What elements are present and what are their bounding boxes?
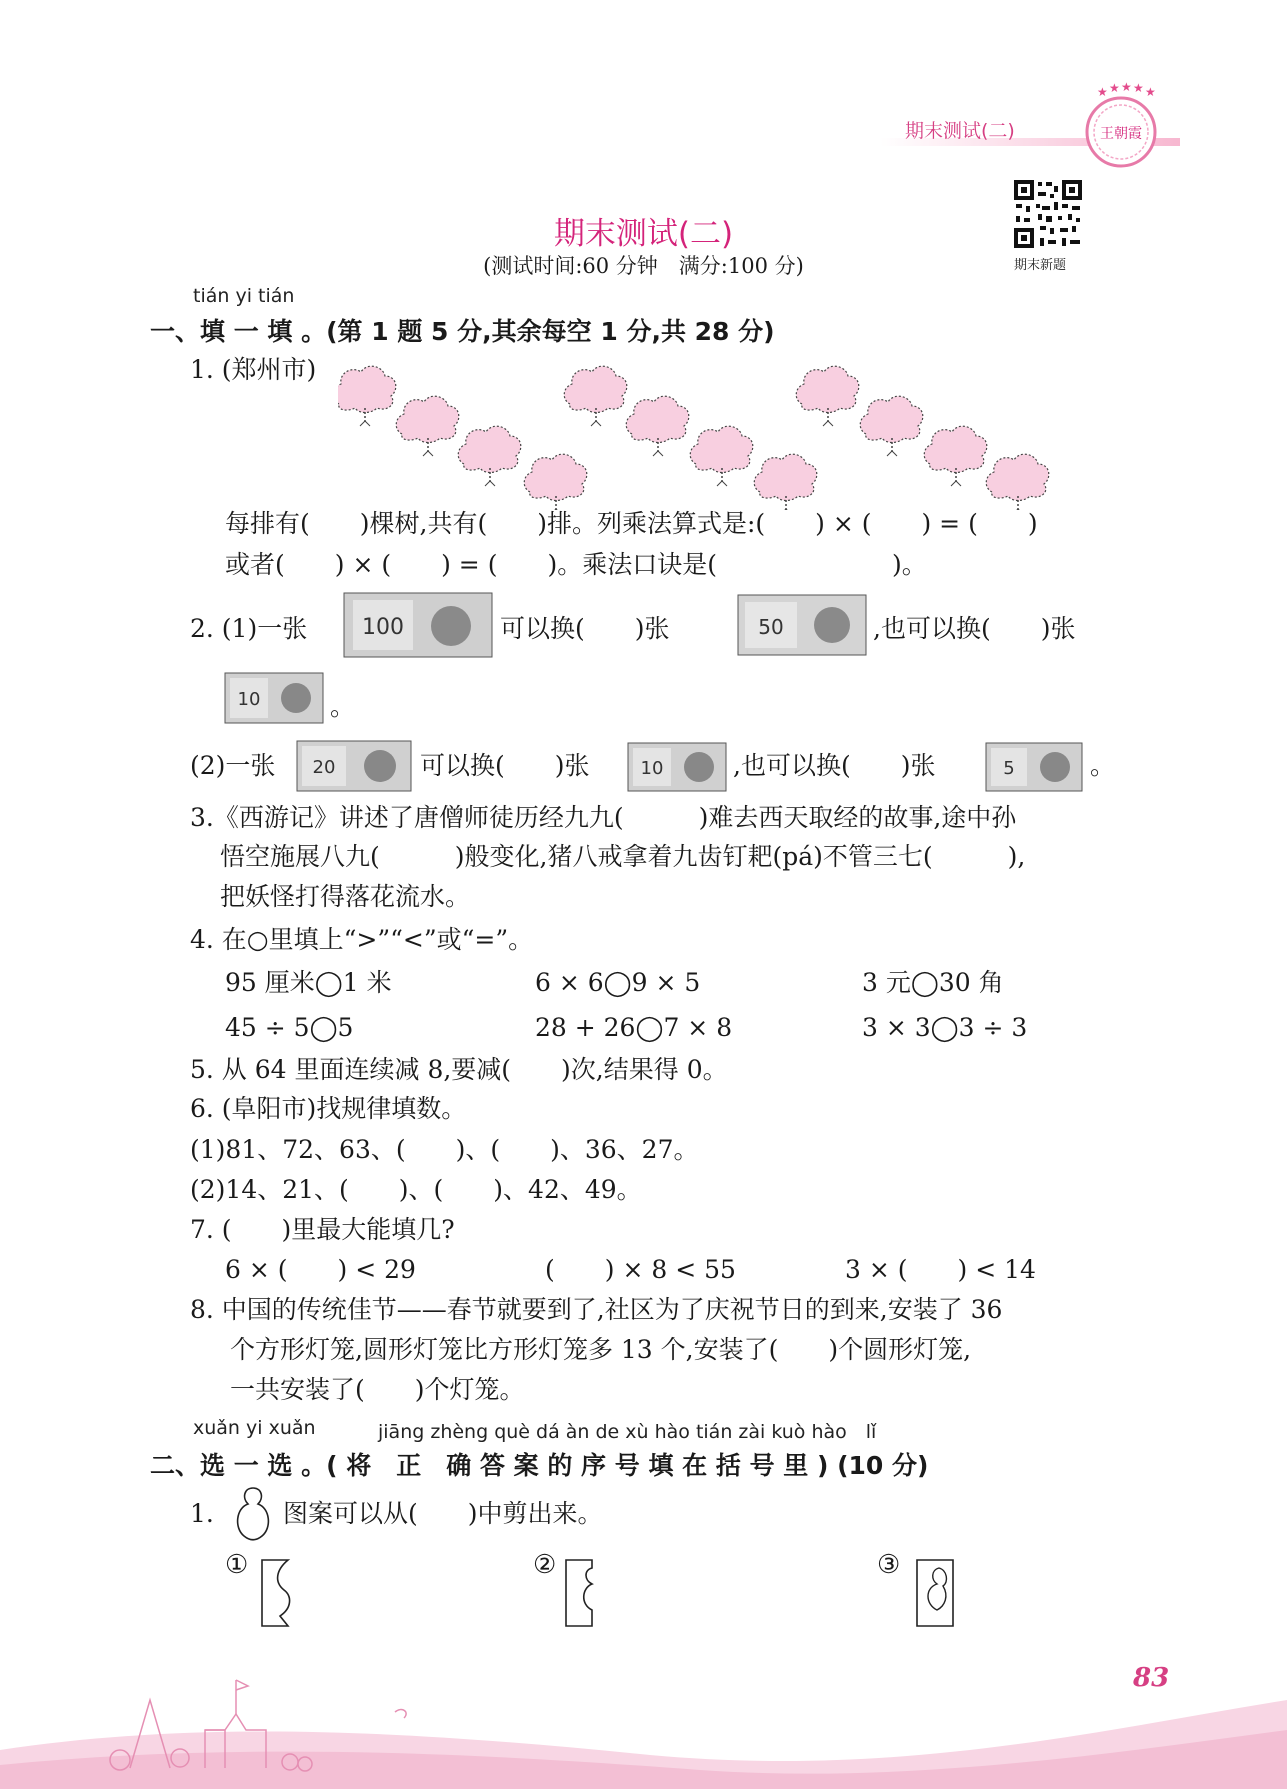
q3-line3: 把妖怪打得落花流水。 [220, 882, 471, 911]
tree-icon [524, 454, 587, 510]
q4-title: 4. 在○里填上“>”“<”或“=”。 [190, 925, 534, 954]
banknote-50-image [737, 594, 867, 656]
tree-icon [690, 426, 753, 486]
qr-code [1012, 178, 1084, 250]
q2-2-text-c: ,也可以换( )张 [733, 751, 936, 780]
q4-item [535, 1011, 732, 1045]
compare-circle-icon: ◯ [603, 968, 632, 997]
q4-right: 1 米 [342, 968, 392, 997]
q8-line2: 个方形灯笼,圆形灯笼比方形灯笼多 13 个,安装了( )个圆形灯笼, [230, 1335, 972, 1364]
svg-text:★: ★ [1145, 85, 1156, 99]
q2-1-text-a: 2. (1)一张 [190, 614, 308, 643]
q2-2-text-d: 。 [1090, 751, 1116, 780]
page-title: 期末测试(二) [553, 216, 734, 252]
q7-item: ( ) × 8 < 55 [545, 1255, 736, 1284]
tree-icon [458, 426, 521, 486]
badge-logo [1075, 82, 1167, 174]
footer-decoration [0, 1660, 1287, 1789]
tree-icon [796, 366, 859, 426]
q6-2: (2)14、21、( )、( )、42、49。 [190, 1175, 642, 1204]
q4-left: 28 + 26 [535, 1013, 636, 1042]
q7-item: 6 × ( ) < 29 [225, 1255, 416, 1284]
svg-text:★: ★ [1121, 82, 1132, 94]
section2-pinyin-a: xuǎn yi xuǎn [193, 1417, 316, 1439]
q2-1-text-c: ,也可以换( )张 [873, 614, 1076, 643]
tree-icon [986, 454, 1049, 510]
banknote-value: 10 [237, 689, 261, 710]
section1-pinyin: tián yi tián [193, 285, 295, 307]
svg-text:★: ★ [1109, 82, 1120, 95]
option-1-figure [258, 1556, 304, 1630]
q2-2-text-a: (2)一张 [190, 751, 276, 780]
option-3-figure [913, 1556, 959, 1630]
q6-1: (1)81、72、63、( )、( )、36、27。 [190, 1135, 699, 1164]
tree-icon [754, 454, 817, 510]
banknote-10-image [224, 672, 324, 724]
q2-1-text-b: 可以换( )张 [500, 614, 670, 643]
banknote-value: 10 [640, 758, 664, 779]
option-2-label: ② [533, 1550, 557, 1580]
q1-line2: 或者( ) × ( ) = ( )。乘法口诀是( )。 [225, 550, 927, 579]
q6-title: 6. (阜阳市)找规律填数。 [190, 1094, 467, 1123]
banknote-value: 20 [312, 757, 336, 778]
q7-item: 3 × ( ) < 14 [845, 1255, 1036, 1284]
q4-right: 3 ÷ 3 [958, 1013, 1028, 1042]
qr-label: 期末新题 [1014, 258, 1067, 273]
q2-2-text-b: 可以换( )张 [420, 751, 590, 780]
page-subtitle: (测试时间:60 分钟 满分:100 分) [483, 254, 804, 278]
q1-label: 1. (郑州市) [190, 355, 317, 384]
tree-icon [564, 366, 627, 426]
tree-icon [860, 396, 923, 456]
svg-text:王朝霞: 王朝霞 [1100, 126, 1142, 142]
header-section-label: 期末测试(二) [905, 120, 1015, 142]
q4-right: 7 × 8 [663, 1013, 733, 1042]
q4-left: 95 厘米 [225, 968, 315, 997]
banknote-5-image [985, 742, 1083, 792]
tree-icon [338, 366, 396, 426]
s2-q1-text: 图案可以从( )中剪出来。 [283, 1499, 603, 1528]
option-3-label: ③ [877, 1550, 901, 1580]
page-number: 83 [1133, 1663, 1170, 1693]
section2-heading: 二、选 一 选 。( 将 正 确 答 案 的 序 号 填 在 括 号 里 ) (10 分) [150, 1451, 929, 1480]
q3-line1: 3.《西游记》讲述了唐僧师徒历经九九( )难去西天取经的故事,途中孙 [190, 803, 1017, 832]
q7-title: 7. ( )里最大能填几? [190, 1215, 455, 1244]
s2-q1-number: 1. [190, 1499, 214, 1528]
svg-text:★: ★ [1133, 82, 1144, 95]
tree-icon [626, 396, 689, 456]
q3-line2: 悟空施展八九( )般变化,猪八戒拿着九齿钉耙(pá)不管三七( ), [220, 842, 1026, 871]
svg-text:★: ★ [1097, 85, 1108, 99]
q4-item [225, 1011, 353, 1045]
q4-left: 45 ÷ 5 [225, 1013, 310, 1042]
compare-circle-icon: ◯ [314, 968, 343, 997]
compare-circle-icon: ◯ [910, 968, 939, 997]
q2-1-text-d: 。 [330, 692, 356, 721]
tree-icon [924, 426, 987, 486]
gourd-shape-icon [228, 1484, 278, 1544]
compare-circle-icon: ◯ [930, 1013, 959, 1042]
banknote-20-image [296, 740, 412, 792]
q4-left: 3 × 3 [862, 1013, 931, 1042]
compare-circle-icon: ◯ [309, 1013, 338, 1042]
q4-item [535, 966, 700, 1000]
q4-right: 9 × 5 [631, 968, 701, 997]
q4-right: 30 角 [938, 968, 1004, 997]
q4-item [862, 1011, 1027, 1045]
q4-left: 6 × 6 [535, 968, 604, 997]
section1-heading: 一、填 一 填 。(第 1 题 5 分,其余每空 1 分,共 28 分) [150, 317, 775, 346]
banknote-100-image [343, 592, 493, 658]
tree-pattern-figure [338, 362, 1098, 510]
q4-item [225, 966, 392, 1000]
option-2-figure [562, 1556, 608, 1630]
banknote-value: 5 [1003, 758, 1015, 779]
q1-line1: 每排有( )棵树,共有( )排。列乘法算式是:( ) × ( ) = ( ) [225, 509, 1038, 538]
q4-right: 5 [337, 1013, 354, 1042]
q4-item [862, 966, 1004, 1000]
q8-line1: 8. 中国的传统佳节——春节就要到了,社区为了庆祝节日的到来,安装了 36 [190, 1295, 1003, 1324]
banknote-value: 100 [362, 615, 404, 640]
compare-circle-icon: ◯ [635, 1013, 664, 1042]
tree-icon [396, 396, 459, 456]
banknote-value: 50 [758, 615, 784, 639]
section2-pinyin-b: jiāng zhèng què dá àn de xù hào tián zài kuò hào lǐ [378, 1421, 877, 1443]
q4-left: 3 元 [862, 968, 911, 997]
banknote-10-image [627, 742, 727, 792]
q5: 5. 从 64 里面连续减 8,要减( )次,结果得 0。 [190, 1055, 728, 1084]
option-1-label: ① [225, 1550, 249, 1580]
q8-line3: 一共安装了( )个灯笼。 [230, 1375, 525, 1404]
